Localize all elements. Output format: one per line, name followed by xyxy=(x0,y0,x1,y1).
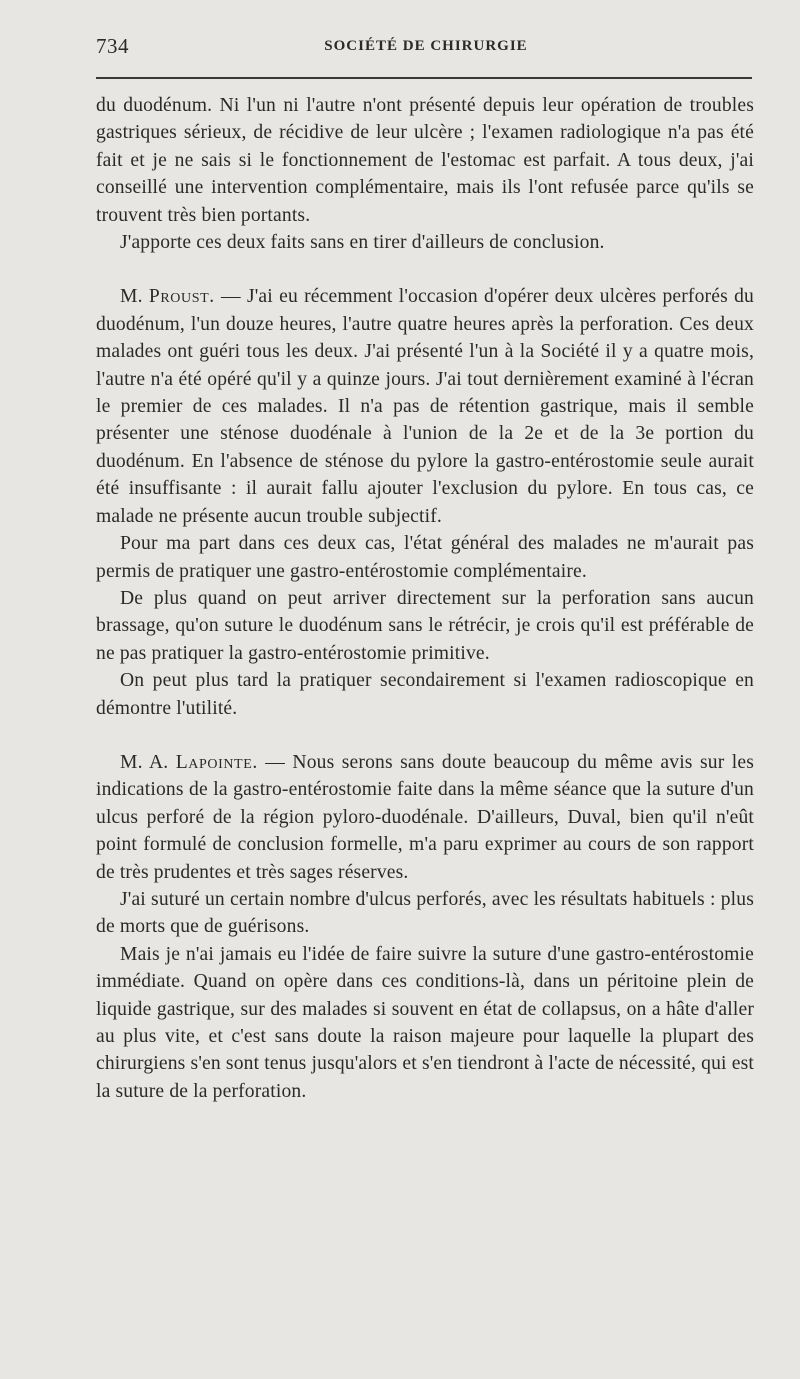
speaker-prefix: M. A. xyxy=(120,751,169,773)
paragraph: On peut plus tard la pratiquer secondairement si l'examen radioscopique en démontre l'utilité. xyxy=(96,670,754,719)
paragraph: J'apporte ces deux faits sans en tirer d'ailleurs de conclusion. xyxy=(120,232,605,254)
paragraph: J'ai suturé un certain nombre d'ulcus perforés, avec les résultats habituels : plus de morts que de guérisons. xyxy=(96,888,754,938)
paragraph: De plus quand on peut arriver directement sur la perforation sans aucun brassage, qu'on suture le duodénum sans le rétrécir, je crois qu'il est préférable de ne pas pratiquer la gastro-entérostomie primitive. xyxy=(96,587,754,664)
paragraph: du duodénum. Ni l'un ni l'autre n'ont présenté depuis leur opération de troubles gastriques sérieux, de récidive de leur ulcère ; l'examen radiologique n'a pas été fait et je ne sais si le fonctionnement de l'estomac est parfait. A tous deux, j'ai conseillé une intervention complémentaire, mais ils l'ont refusée parce qu'ils se trouvent très bien portants. xyxy=(96,95,754,226)
paragraph-text: — J'ai eu récemment l'occasion d'opérer deux ulcères perforés du duodénum, l'un douze heures, l'autre quatre heures après la perforation. Ces deux malades ont guéri tous les deux. J'ai présenté l'un à la Société il y a quatre mois, l'autre n'a été opéré qu'il y a quinze jours. J'ai tout dernièrement examiné à l'écran le premier de ces malades. Il n'a pas de rétention gastrique, mais il semble présenter une sténose duodénale à l'union de la 2e et de la 3e portion du duodénum. En l'absence de sténose du pylore la gastro-entérostomie seule aurait été insuffisante : il aurait fallu ajouter l'exclusion du pylore. En tous cas, ce malade ne présente aucun trouble subjectif. xyxy=(96,286,754,527)
header-rule xyxy=(96,77,752,79)
paragraph: Pour ma part dans ces deux cas, l'état général des malades ne m'aurait pas permis de pratiquer une gastro-entérostomie complémentaire. xyxy=(96,533,754,582)
paragraph-lapointe xyxy=(96,749,754,886)
paragraph: Mais je n'ai jamais eu l'idée de faire suivre la suture d'une gastro-entérostomie immédiate. Quand on opère dans ces conditions-là, dans un péritoine plein de liquide gastrique, sur des malades si souvent en état de collapsus, on a hâte d'aller au plus vite, et c'est sans doute la raison majeure pour laquelle la plupart des chirurgiens s'en sont tenus jusqu'alors et s'en tiendront à l'acte de nécessité, qui est la suture de la perforation. xyxy=(96,943,754,1102)
page-header xyxy=(96,34,756,64)
running-head: SOCIÉTÉ DE CHIRURGIE xyxy=(324,38,528,54)
speaker-prefix: M. xyxy=(120,286,143,308)
speaker-name: Proust. xyxy=(148,286,215,308)
body-text xyxy=(96,92,754,1105)
paragraph-text: — Nous serons sans doute beaucoup du même avis sur les indications de la gastro-entérostomie faite dans la même séance que la suture d'un ulcus perforé de la région pyloro-duodénale. D'ailleurs, Duval, bien qu'il n'eût point formulé de conclusion formelle, m'a paru exprimer au cours de son rapport de très prudentes et très sages réserves. xyxy=(96,751,754,883)
speaker-name: Lapointe. xyxy=(175,751,258,773)
page-number: 734 xyxy=(96,34,129,58)
paragraph-proust xyxy=(96,283,754,530)
